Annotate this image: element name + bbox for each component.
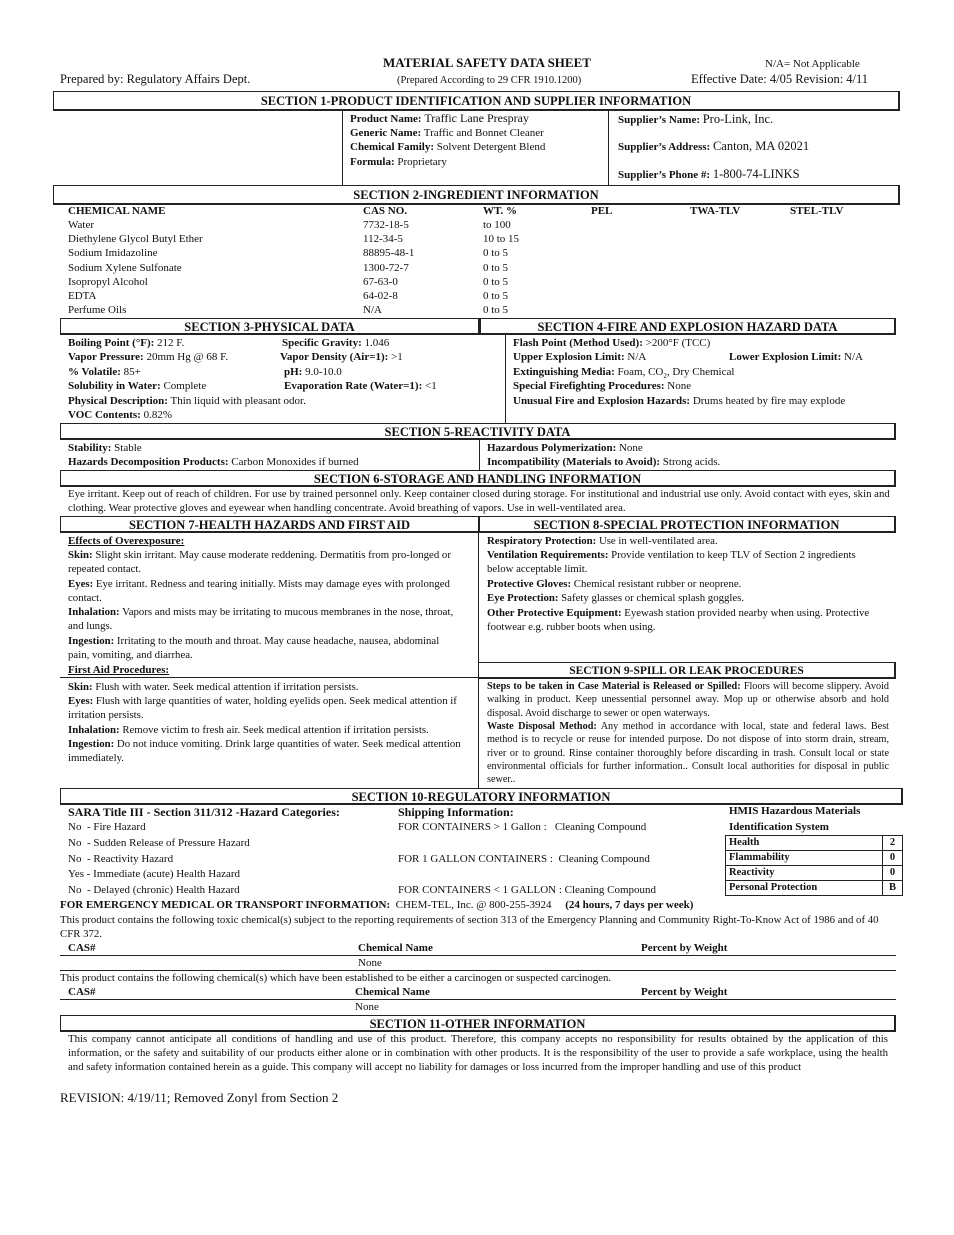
toxic-statement: This product contains the following toxic chemical(s) subject to the reporting requirements of section 313 of the Emergency Planning and Community Right-To-Know Act of 1986 and of 40 CFR 372. bbox=[60, 914, 879, 941]
hmis-subtitle: Identification System bbox=[729, 821, 829, 833]
extinguishing-media: Extinguishing Media: Foam, $CO_2$, Dry Chemical bbox=[513, 366, 735, 381]
section-7-heading: SECTION 7-HEALTH HAZARDS AND FIRST AID bbox=[60, 516, 480, 533]
lower-explosion-limit: Lower Explosion Limit: N/A bbox=[729, 351, 863, 363]
flash-point: Flash Point (Method Used): >200°F (TCC) bbox=[513, 337, 711, 349]
physical-description: Physical Description: Thin liquid with pleasant odor. bbox=[68, 395, 306, 407]
section-3-heading: SECTION 3-PHYSICAL DATA bbox=[60, 318, 480, 335]
protective-gloves: Protective Gloves: Chemical resistant rubber or neoprene. bbox=[487, 578, 742, 590]
none-value-2: None bbox=[355, 1001, 379, 1013]
doc-title: MATERIAL SAFETY DATA SHEET bbox=[383, 55, 591, 70]
supplier-name: Supplier’s Name: Pro-Link, Inc. bbox=[618, 112, 774, 126]
upper-explosion-limit: Upper Explosion Limit: N/A bbox=[513, 351, 647, 363]
boiling-point: Boiling Point (°F): 212 F. bbox=[68, 337, 185, 349]
effect-inhalation: Inhalation: Vapors and mists may be irritating to mucous membranes in the nose, throat, and lungs. bbox=[68, 606, 454, 633]
voc-contents: VOC Contents: 0.82% bbox=[68, 409, 172, 421]
hmis-row: Reactivity 0 bbox=[726, 866, 903, 881]
vapor-pressure: Vapor Pressure: 20mm Hg @ 68 F. bbox=[68, 351, 229, 363]
ph: pH: 9.0-10.0 bbox=[284, 366, 342, 378]
section-1-heading: SECTION 1-PRODUCT IDENTIFICATION AND SUPPLIER INFORMATION bbox=[53, 91, 900, 111]
hmis-title: HMIS Hazardous Materials bbox=[729, 805, 861, 817]
section-6-heading: SECTION 6-STORAGE AND HANDLING INFORMATION bbox=[60, 470, 896, 487]
solubility: Solubility in Water: Complete bbox=[68, 380, 207, 392]
effective-date: Effective Date: 4/05 Revision: 4/11 bbox=[691, 72, 869, 86]
col-chemical-name-3: Chemical Name bbox=[355, 986, 430, 998]
col-chemical-name-2: Chemical Name bbox=[358, 942, 433, 954]
unusual-hazards: Unusual Fire and Explosion Hazards: Drums heated by fire may explode bbox=[513, 395, 846, 407]
col-chemical-name: CHEMICAL NAME bbox=[68, 205, 166, 217]
hazardous-polymerization: Hazardous Polymerization: None bbox=[487, 442, 643, 454]
vapor-density: Vapor Density (Air=1): >1 bbox=[280, 351, 403, 363]
first-aid-ingestion: Ingestion: Do not induce vomiting. Drink large quantities of water. Seek medical attention immediately. bbox=[68, 738, 461, 765]
spill-steps: Steps to be taken in Case Material is Released or Spilled: Floors will become slippery. Avoid walking in product. Keep unessential personnel away. Mop up or otherwise absorb and hold disposal. Avoid discharge to sewer or open waterways. bbox=[487, 681, 890, 719]
special-firefighting: Special Firefighting Procedures: None bbox=[513, 380, 692, 392]
hmis-row: Personal Protection B bbox=[726, 881, 903, 896]
section-5-heading: SECTION 5-REACTIVITY DATA bbox=[60, 423, 896, 440]
col-percent: Percent by Weight bbox=[641, 942, 728, 954]
volatile: % Volatile: 85+ bbox=[68, 366, 141, 378]
respiratory-protection: Respiratory Protection: Use in well-ventilated area. bbox=[487, 535, 718, 547]
sara-title: SARA Title III - Section 311/312 -Hazard Categories: bbox=[68, 805, 340, 819]
section-2-heading: SECTION 2-INGREDIENT INFORMATION bbox=[53, 185, 900, 205]
hmis-row: Flammability 0 bbox=[726, 851, 903, 866]
eye-protection: Eye Protection: Safety glasses or chemical splash goggles. bbox=[487, 592, 745, 604]
formula: Formula: Proprietary bbox=[350, 156, 447, 168]
hazard-category: No - Delayed (chronic) Health Hazard bbox=[68, 884, 240, 896]
hazard-category: Yes - Immediate (acute) Health Hazard bbox=[68, 868, 241, 880]
section-9-heading: SECTION 9-SPILL OR LEAK PROCEDURES bbox=[478, 662, 896, 679]
product-name: Product Name: Traffic Lane Prespray bbox=[350, 111, 529, 125]
waste-disposal: Waste Disposal Method: Any method in accordance with local, state and federal laws. Best method is to recycle or reuse for intended purpose. Do not dispose of into storm drain, stream, river or to ground. Rinse container thoroughly before discarding in trash. Consult local or state environmental officials for further information.. Consult local authorities for disposal in public sewer.. bbox=[487, 721, 889, 786]
none-value: None bbox=[358, 957, 382, 969]
hazard-category: No - Reactivity Hazard bbox=[68, 853, 174, 865]
other-protective-equipment: Other Protective Equipment: Eyewash station provided nearby when using. Protective footwear e.g. rubber boots when using. bbox=[487, 607, 870, 634]
effect-eyes: Eyes: Eye irritant. Redness and tearing initially. Mists may damage eyes with prolonged contact. bbox=[68, 578, 450, 605]
section-8-heading: SECTION 8-SPECIAL PROTECTION INFORMATION bbox=[478, 516, 896, 533]
stability: Stability: Stable bbox=[68, 442, 142, 454]
incompatibility: Incompatibility (Materials to Avoid): Strong acids. bbox=[487, 456, 721, 468]
other-info-text: This company cannot anticipate all conditions of handling and use of this product. Therefore, this company accepts no responsibility for results obtained by the application of this information, or the safety and suitability of our products either alone or in combination with other products. It is the responsibility of the user to provide a safe workplace, using the health and safety information contained herein as a guide. This company will accept no liability for damages or loss incurred from the improper handling and use of this product bbox=[68, 1033, 888, 1074]
hmis-table bbox=[725, 835, 903, 896]
effect-ingestion: Ingestion: Irritating to the mouth and throat. May cause headache, nausea, abdominal pain, vomiting, and diarrhea. bbox=[68, 635, 440, 662]
col-twa-tlv: TWA-TLV bbox=[690, 205, 741, 217]
section-10-heading: SECTION 10-REGULATORY INFORMATION bbox=[60, 788, 903, 805]
shipping-line: FOR CONTAINERS < 1 GALLON : Cleaning Compound bbox=[398, 884, 657, 896]
first-aid-skin: Skin: Flush with water. Seek medical attention if irritation persists. bbox=[68, 681, 359, 693]
section-11-heading: SECTION 11-OTHER INFORMATION bbox=[60, 1015, 896, 1032]
hazard-category: No - Sudden Release of Pressure Hazard bbox=[68, 837, 250, 849]
prepared-by: Prepared by: Regulatory Affairs Dept. bbox=[60, 72, 251, 86]
first-aid-procedures: First Aid Procedures: bbox=[68, 664, 170, 676]
effects-of-overexposure: Effects of Overexposure: bbox=[68, 535, 185, 547]
chemical-family: Chemical Family: Solvent Detergent Blend bbox=[350, 141, 546, 153]
col-cas-no: CAS NO. bbox=[363, 205, 408, 217]
shipping-line: FOR 1 GALLON CONTAINERS : Cleaning Compound bbox=[398, 853, 650, 865]
col-pel: PEL bbox=[591, 205, 613, 217]
decomposition-products: Hazards Decomposition Products: Carbon Monoxides if burned bbox=[68, 456, 359, 468]
carcinogen-statement: This product contains the following chemical(s) which have been established to be either a carcinogen or suspected carcinogen. bbox=[60, 972, 612, 984]
effect-skin: Skin: Slight skin irritant. May cause moderate reddening. Dermatitis from pro-longed or repeated contact. bbox=[68, 549, 451, 576]
hazard-category: No - Fire Hazard bbox=[68, 821, 146, 833]
evaporation-rate: Evaporation Rate (Water=1): <1 bbox=[284, 380, 437, 392]
doc-subtitle: (Prepared According to 29 CFR 1910.1200) bbox=[397, 75, 582, 86]
col-wt: WT. % bbox=[483, 205, 518, 217]
hmis-row: Health 2 bbox=[726, 836, 903, 851]
storage-handling-text: Eye irritant. Keep out of reach of children. For use by trained personnel only. Keep container closed during storage. For institutional and industrial use only. Avoid contact with eyes, skin and clothing. Wear protective gloves and eyewear when handling concentrate. Avoid breathing of vapors. Use in well-ventilated area. bbox=[68, 488, 890, 515]
na-note: N/A= Not Applicable bbox=[765, 58, 860, 70]
col-cas-2: CAS# bbox=[68, 986, 96, 998]
revision-note: REVISION: 4/19/11; Removed Zonyl from Section 2 bbox=[60, 1090, 339, 1105]
shipping-line: FOR CONTAINERS > 1 Gallon : Cleaning Compound bbox=[398, 821, 647, 833]
first-aid-inhalation: Inhalation: Remove victim to fresh air. Seek medical attention if irritation persists. bbox=[68, 724, 429, 736]
col-stel-tlv: STEL-TLV bbox=[790, 205, 844, 217]
col-percent-2: Percent by Weight bbox=[641, 986, 728, 998]
supplier-phone: Supplier’s Phone #: 1-800-74-LINKS bbox=[618, 167, 800, 181]
specific-gravity: Specific Gravity: 1.046 bbox=[282, 337, 390, 349]
shipping-info: Shipping Information: bbox=[398, 805, 514, 819]
generic-name: Generic Name: Traffic and Bonnet Cleaner bbox=[350, 127, 544, 139]
emergency-info: FOR EMERGENCY MEDICAL OR TRANSPORT INFORMATION: CHEM-TEL, Inc. @ 800-255-3924 (24 hours, 7 days per week) bbox=[60, 899, 694, 911]
supplier-address: Supplier’s Address: Canton, MA 02021 bbox=[618, 139, 810, 153]
first-aid-eyes: Eyes: Flush with large quantities of water, holding eyelids open. Seek medical attention if irritation persists. bbox=[68, 695, 457, 722]
col-cas: CAS# bbox=[68, 942, 96, 954]
ventilation-requirements: Ventilation Requirements: Provide ventilation to keep TLV of Section 2 ingredients below acceptable limit. bbox=[487, 549, 856, 576]
section-4-heading: SECTION 4-FIRE AND EXPLOSION HAZARD DATA bbox=[480, 318, 896, 335]
